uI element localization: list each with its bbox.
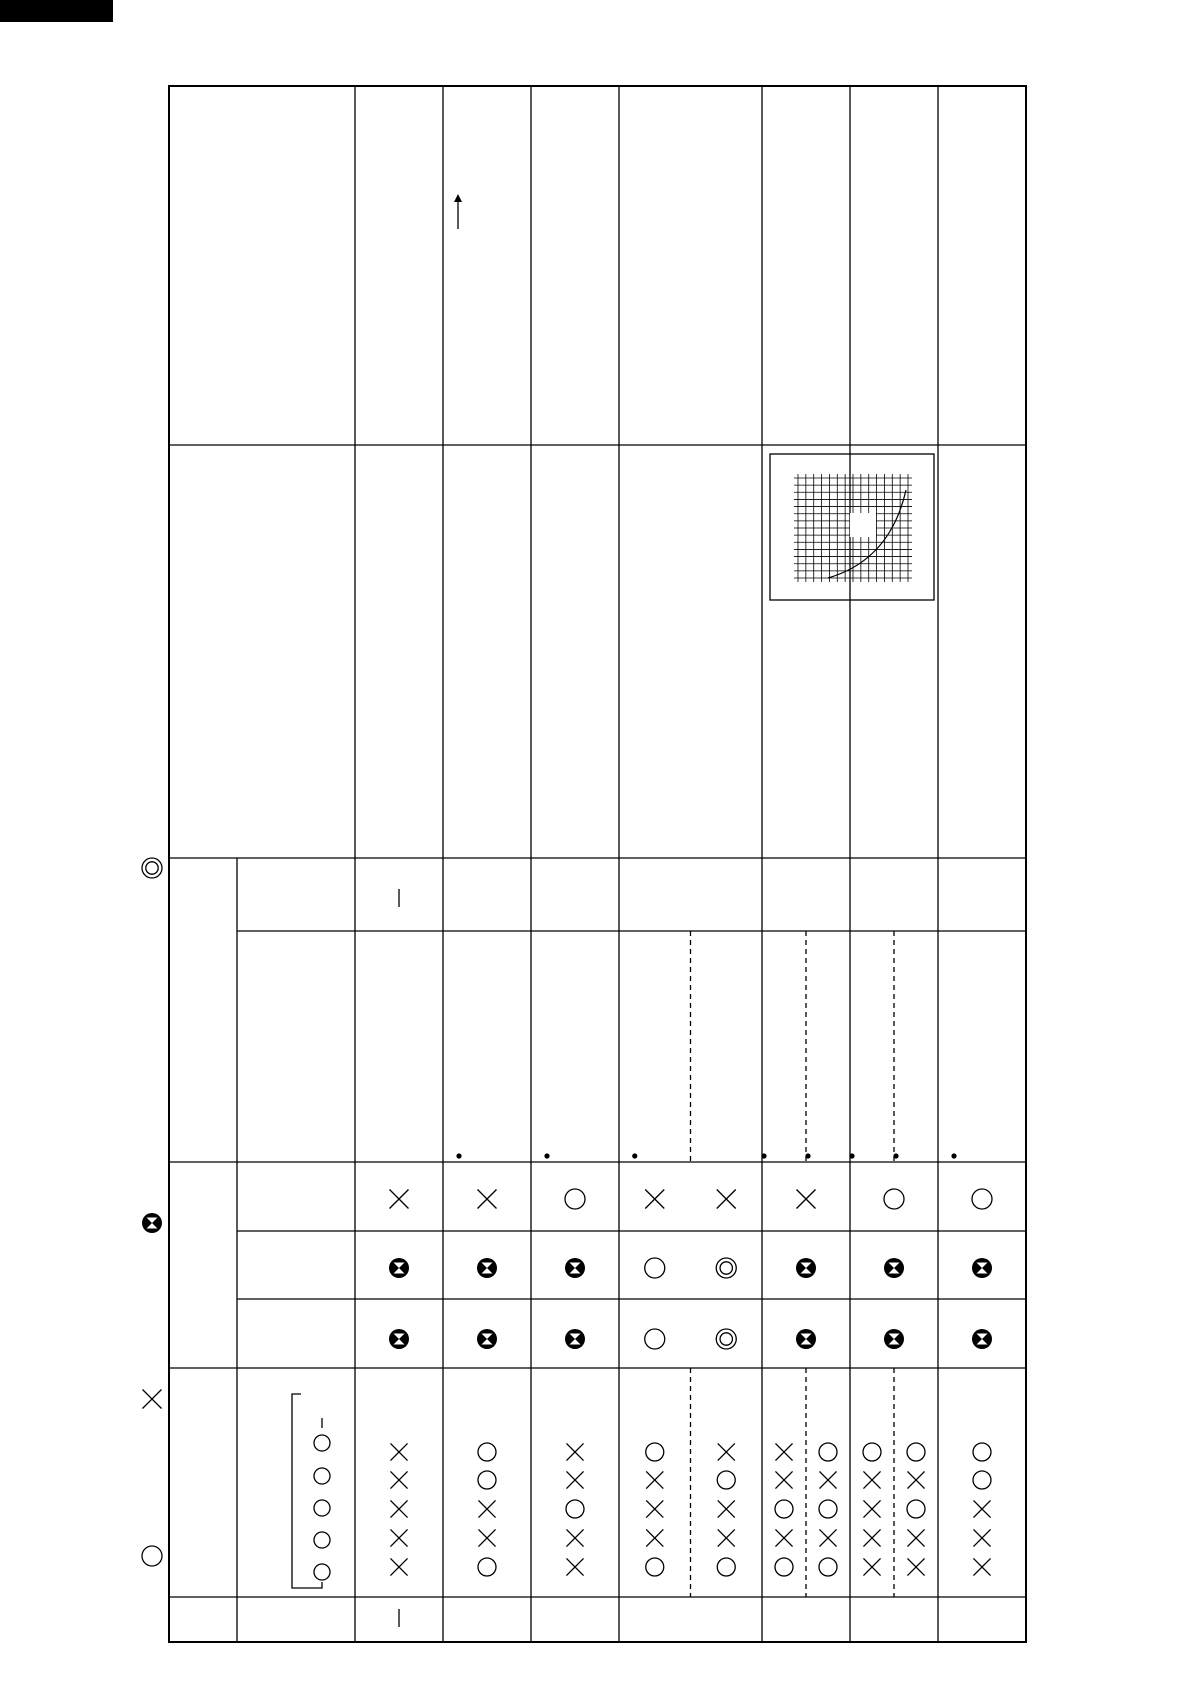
filled-bullseye-symbol: [972, 1329, 992, 1349]
cross-symbol: [819, 1529, 836, 1546]
circle-symbol: [478, 1471, 496, 1489]
circle-symbol: [884, 1189, 904, 1209]
filled-bullseye-symbol: [884, 1258, 904, 1278]
circle-mark: [314, 1500, 330, 1516]
double-circle-outer: [142, 858, 162, 878]
circle-mark: [646, 1443, 664, 1461]
circle-symbol: [142, 1546, 162, 1566]
up-arrow-icon: [454, 194, 462, 202]
circle-mark: [314, 1468, 330, 1484]
cross-symbol: [973, 1529, 990, 1546]
circle-mark: [478, 1558, 496, 1576]
circle-mark: [566, 1500, 584, 1518]
circle-mark: [314, 1532, 330, 1548]
filled-bullseye-symbol: [565, 1258, 585, 1278]
cross-symbol: [390, 1190, 409, 1209]
circle-symbol: [717, 1558, 735, 1576]
double-circle-inner: [720, 1262, 732, 1274]
table-cells: [169, 86, 1026, 1642]
cross-symbol: [646, 1500, 663, 1517]
image-hole: [850, 513, 876, 537]
double-circle-symbol: [142, 858, 162, 878]
double-circle-outer: [716, 1258, 736, 1278]
cross-symbol: [718, 1529, 735, 1546]
circle-symbol: [646, 1443, 664, 1461]
cross-symbol: [907, 1471, 924, 1488]
corner-tab: [0, 0, 113, 22]
double-circle-symbol: [716, 1258, 736, 1278]
circle-symbol: [645, 1329, 665, 1349]
circle-mark: [478, 1443, 496, 1461]
double-circle-symbol: [716, 1329, 736, 1349]
bullet-dot: [849, 1153, 854, 1158]
cross-symbol: [973, 1558, 990, 1575]
cross-symbol: [863, 1500, 880, 1517]
circle-symbol: [973, 1471, 991, 1489]
cross-symbol: [973, 1500, 990, 1517]
circle-symbol: [775, 1500, 793, 1518]
circle-mark: [775, 1558, 793, 1576]
cross-symbol: [645, 1190, 664, 1209]
cross-symbol: [718, 1500, 735, 1517]
double-circle-inner: [146, 862, 158, 874]
bullet-dot: [951, 1153, 956, 1158]
filled-bullseye-symbol: [972, 1258, 992, 1278]
cross-symbol: [478, 1190, 497, 1209]
circle-symbol: [314, 1468, 330, 1484]
circle-mark: [907, 1443, 925, 1461]
cross-symbol: [566, 1443, 583, 1460]
circle-mark: [884, 1189, 904, 1209]
circle-mark: [907, 1500, 925, 1518]
cross-symbol: [863, 1471, 880, 1488]
circle-symbol: [314, 1500, 330, 1516]
cross-symbol: [390, 1558, 407, 1575]
filled-bullseye-symbol: [796, 1258, 816, 1278]
circle-mark: [717, 1558, 735, 1576]
filled-bullseye-symbol: [389, 1329, 409, 1349]
circle-symbol: [314, 1435, 330, 1451]
circle-mark: [717, 1471, 735, 1489]
circle-mark: [645, 1329, 665, 1349]
circle-symbol: [972, 1189, 992, 1209]
bracket: [292, 1394, 322, 1588]
filled-bullseye-symbol: [477, 1258, 497, 1278]
circle-symbol: [478, 1443, 496, 1461]
circle-symbol: [907, 1500, 925, 1518]
circle-mark: [142, 1546, 162, 1566]
cross-symbol: [143, 1390, 162, 1409]
circle-mark: [565, 1189, 585, 1209]
circle-symbol: [819, 1558, 837, 1576]
cross-symbol: [797, 1190, 816, 1209]
bullet-dot: [761, 1153, 766, 1158]
circle-mark: [645, 1258, 665, 1278]
cross-symbol: [390, 1529, 407, 1546]
bullet-dot: [456, 1153, 461, 1158]
double-circle-inner: [720, 1333, 732, 1345]
filled-bullseye-symbol: [796, 1329, 816, 1349]
cross-symbol: [566, 1471, 583, 1488]
circle-mark: [646, 1558, 664, 1576]
circle-symbol: [314, 1532, 330, 1548]
cross-symbol: [390, 1500, 407, 1517]
cross-symbol: [566, 1558, 583, 1575]
circle-symbol: [863, 1443, 881, 1461]
circle-symbol: [717, 1471, 735, 1489]
circle-mark: [973, 1471, 991, 1489]
legend: [142, 858, 162, 1566]
grid-chart-image: [770, 454, 934, 600]
table-border: [169, 86, 1026, 1642]
cross-symbol: [863, 1529, 880, 1546]
cross-symbol: [390, 1443, 407, 1460]
circle-symbol: [907, 1443, 925, 1461]
circle-mark: [819, 1500, 837, 1518]
cross-symbol: [775, 1529, 792, 1546]
cross-symbol: [907, 1558, 924, 1575]
cross-symbol: [718, 1443, 735, 1460]
circle-symbol: [973, 1443, 991, 1461]
cross-symbol: [717, 1190, 736, 1209]
bullet-dot: [805, 1153, 810, 1158]
cross-symbol: [478, 1529, 495, 1546]
circle-symbol: [566, 1500, 584, 1518]
filled-bullseye-symbol: [142, 1213, 162, 1233]
circle-symbol: [819, 1500, 837, 1518]
filled-bullseye-symbol: [389, 1258, 409, 1278]
filled-bullseye-symbol: [565, 1329, 585, 1349]
bullet-dot: [544, 1153, 549, 1158]
filled-bullseye-symbol: [884, 1329, 904, 1349]
bullet-dot: [632, 1153, 637, 1158]
cross-symbol: [646, 1471, 663, 1488]
cross-symbol: [863, 1558, 880, 1575]
circle-mark: [819, 1558, 837, 1576]
circle-symbol: [646, 1558, 664, 1576]
circle-mark: [863, 1443, 881, 1461]
circle-symbol: [775, 1558, 793, 1576]
circle-mark: [973, 1443, 991, 1461]
cross-symbol: [566, 1529, 583, 1546]
circle-symbol: [478, 1558, 496, 1576]
bracket-group: [292, 1394, 330, 1588]
cross-symbol: [775, 1443, 792, 1460]
circle-mark: [314, 1564, 330, 1580]
cross-symbol: [775, 1471, 792, 1488]
circle-symbol: [314, 1564, 330, 1580]
circle-symbol: [565, 1189, 585, 1209]
cross-symbol: [646, 1529, 663, 1546]
cross-symbol: [390, 1471, 407, 1488]
cross-symbol: [478, 1500, 495, 1517]
cross-symbol: [907, 1529, 924, 1546]
symbol-table: [169, 86, 1026, 1642]
double-circle-outer: [716, 1329, 736, 1349]
bullet-dot: [893, 1153, 898, 1158]
filled-bullseye-symbol: [477, 1329, 497, 1349]
circle-symbol: [645, 1258, 665, 1278]
circle-mark: [775, 1500, 793, 1518]
cross-symbol: [819, 1471, 836, 1488]
circle-mark: [972, 1189, 992, 1209]
circle-mark: [314, 1435, 330, 1451]
circle-symbol: [819, 1443, 837, 1461]
circle-mark: [478, 1471, 496, 1489]
circle-mark: [819, 1443, 837, 1461]
